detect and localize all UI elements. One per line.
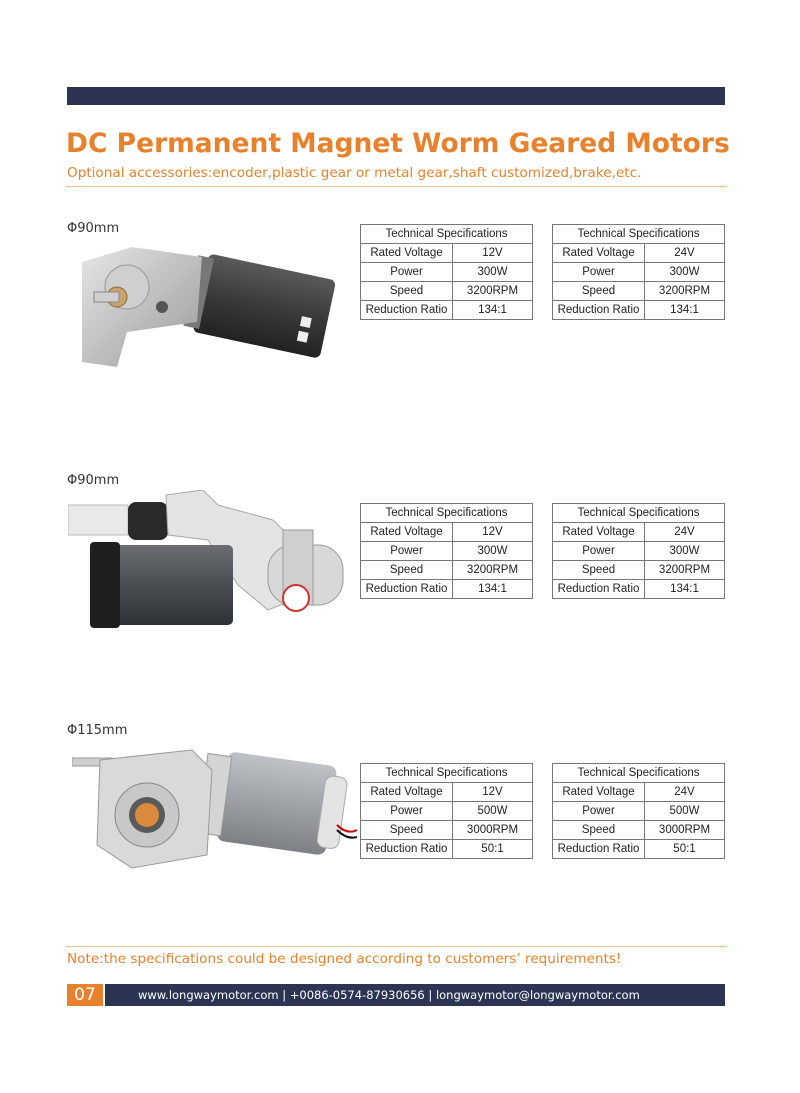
page-number: 07 — [67, 984, 103, 1006]
spec-key: Reduction Ratio — [361, 301, 453, 320]
table-row — [361, 542, 533, 561]
spec-table — [360, 763, 533, 859]
table-row — [361, 282, 533, 301]
spec-table — [360, 224, 533, 320]
page-title: DC Permanent Magnet Worm Geared Motors — [66, 128, 730, 159]
table-row — [553, 840, 725, 859]
table-row — [361, 523, 533, 542]
spec-key: Rated Voltage — [361, 244, 453, 263]
table-heading: Technical Specifications — [553, 504, 725, 523]
table-row — [553, 244, 725, 263]
spec-key: Speed — [553, 282, 645, 301]
product-size-label: Φ90mm — [67, 473, 120, 488]
table-row — [553, 783, 725, 802]
spec-value: 300W — [645, 542, 725, 561]
spec-key: Reduction Ratio — [361, 840, 453, 859]
table-heading: Technical Specifications — [361, 764, 533, 783]
table-row — [553, 263, 725, 282]
worm-geared-motor-image — [72, 740, 357, 875]
spec-key: Power — [361, 263, 453, 282]
table-row — [553, 542, 725, 561]
spec-key: Reduction Ratio — [553, 301, 645, 320]
spec-key: Reduction Ratio — [553, 580, 645, 599]
spec-value: 3200RPM — [453, 282, 533, 301]
note-text: Note:the specifications could be designed according to customers’ requirements! — [67, 951, 622, 967]
table-heading: Technical Specifications — [553, 764, 725, 783]
table-row — [553, 301, 725, 320]
table-row — [553, 282, 725, 301]
spec-table — [552, 224, 725, 320]
spec-key: Speed — [553, 561, 645, 580]
table-heading: Technical Specifications — [361, 225, 533, 244]
table-row — [553, 802, 725, 821]
spec-table — [552, 763, 725, 859]
page-subtitle: Optional accessories:encoder,plastic gear or metal gear,shaft customized,brake,etc. — [67, 165, 642, 181]
spec-key: Rated Voltage — [553, 783, 645, 802]
spec-value: 134:1 — [453, 580, 533, 599]
spec-value: 134:1 — [645, 580, 725, 599]
spec-key: Power — [361, 542, 453, 561]
spec-value: 24V — [645, 783, 725, 802]
table-row — [361, 840, 533, 859]
table-row — [361, 263, 533, 282]
table-row — [553, 580, 725, 599]
spec-table — [360, 503, 533, 599]
spec-value: 12V — [453, 783, 533, 802]
spec-value: 300W — [453, 263, 533, 282]
spec-value: 24V — [645, 244, 725, 263]
spec-key: Rated Voltage — [553, 523, 645, 542]
spec-key: Speed — [361, 282, 453, 301]
spec-value: 3200RPM — [453, 561, 533, 580]
spec-value: 300W — [453, 542, 533, 561]
spec-value: 24V — [645, 523, 725, 542]
spec-value: 3000RPM — [645, 821, 725, 840]
table-row — [361, 561, 533, 580]
divider — [67, 186, 725, 187]
table-heading: Technical Specifications — [553, 225, 725, 244]
footer-bar — [105, 984, 725, 1006]
spec-value: 134:1 — [645, 301, 725, 320]
header-bar — [67, 87, 725, 105]
spec-key: Power — [553, 542, 645, 561]
spec-value: 3200RPM — [645, 561, 725, 580]
spec-value: 50:1 — [645, 840, 725, 859]
table-row — [361, 783, 533, 802]
spec-key: Speed — [361, 561, 453, 580]
product-size-label: Φ90mm — [67, 221, 120, 236]
spec-key: Rated Voltage — [553, 244, 645, 263]
worm-geared-motor-image — [72, 237, 342, 372]
spec-value: 500W — [645, 802, 725, 821]
table-row — [553, 523, 725, 542]
spec-value: 134:1 — [453, 301, 533, 320]
spec-value: 12V — [453, 244, 533, 263]
spec-key: Speed — [361, 821, 453, 840]
spec-key: Speed — [553, 821, 645, 840]
table-row — [361, 244, 533, 263]
table-row — [553, 821, 725, 840]
spec-key: Reduction Ratio — [361, 580, 453, 599]
spec-key: Power — [361, 802, 453, 821]
divider — [67, 946, 725, 947]
spec-key: Rated Voltage — [361, 523, 453, 542]
spec-key: Power — [553, 263, 645, 282]
table-row — [361, 301, 533, 320]
spec-key: Rated Voltage — [361, 783, 453, 802]
spec-value: 300W — [645, 263, 725, 282]
product-size-label: Φ115mm — [67, 723, 128, 738]
table-row — [553, 561, 725, 580]
spec-value: 12V — [453, 523, 533, 542]
table-row — [361, 821, 533, 840]
table-heading: Technical Specifications — [361, 504, 533, 523]
table-row — [361, 580, 533, 599]
spec-value: 3200RPM — [645, 282, 725, 301]
table-row — [361, 802, 533, 821]
footer-contact: www.longwaymotor.com | +0086-0574-87930656 | longwaymotor@longwaymotor.com — [138, 988, 640, 1002]
spec-value: 3000RPM — [453, 821, 533, 840]
spec-key: Power — [553, 802, 645, 821]
spec-key: Reduction Ratio — [553, 840, 645, 859]
spec-value: 500W — [453, 802, 533, 821]
spec-table — [552, 503, 725, 599]
spec-value: 50:1 — [453, 840, 533, 859]
worm-geared-motor-image — [68, 490, 350, 630]
